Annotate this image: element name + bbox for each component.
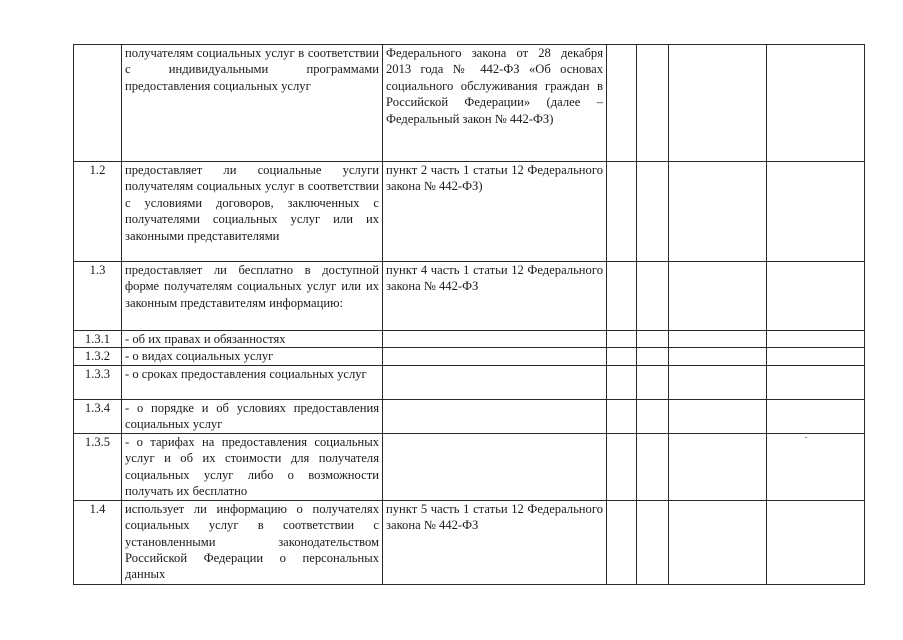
row-number: 1.3.2 [74, 348, 122, 365]
not-applicable-cell[interactable] [669, 399, 767, 433]
answer-yes-cell[interactable] [607, 433, 637, 500]
answer-yes-cell[interactable] [607, 500, 637, 584]
requirement-text: получателям социальных услуг в соответствии с индивидуальными программами предоставления социальных услуг [122, 45, 383, 162]
answer-no-cell[interactable] [637, 45, 669, 162]
note-cell[interactable] [767, 331, 865, 348]
row-number: 1.4 [74, 500, 122, 584]
not-applicable-cell[interactable] [669, 45, 767, 162]
note-cell[interactable] [767, 45, 865, 162]
requirement-text: использует ли информацию о получателях социальных услуг в соответствии с установленными законодательством Российской Федерации о персональных данных [122, 500, 383, 584]
table-row [74, 45, 865, 162]
answer-no-cell[interactable] [637, 500, 669, 584]
legal-reference [383, 331, 607, 348]
legal-reference [383, 348, 607, 365]
answer-no-cell[interactable] [637, 399, 669, 433]
inspection-checklist-table [73, 44, 865, 585]
row-number: 1.3.5 [74, 433, 122, 500]
note-cell[interactable] [767, 433, 865, 500]
requirement-text: - о порядке и об условиях предоставления социальных услуг [122, 399, 383, 433]
note-cell[interactable] [767, 262, 865, 331]
answer-yes-cell[interactable] [607, 348, 637, 365]
row-number [74, 45, 122, 162]
not-applicable-cell[interactable] [669, 348, 767, 365]
answer-no-cell[interactable] [637, 365, 669, 399]
scan-speck [805, 437, 807, 438]
answer-yes-cell[interactable] [607, 262, 637, 331]
legal-reference: Федерального закона от 28 декабря 2013 года № 442-ФЗ «Об основах социального обслуживания граждан в Российской Федерации» (далее – Федеральный закон № 442-ФЗ) [383, 45, 607, 162]
row-number: 1.2 [74, 162, 122, 262]
table-row [74, 348, 865, 365]
not-applicable-cell[interactable] [669, 331, 767, 348]
answer-yes-cell[interactable] [607, 331, 637, 348]
legal-reference [383, 365, 607, 399]
not-applicable-cell[interactable] [669, 162, 767, 262]
requirement-text: - об их правах и обязанностях [122, 331, 383, 348]
answer-yes-cell[interactable] [607, 365, 637, 399]
not-applicable-cell[interactable] [669, 262, 767, 331]
note-cell[interactable] [767, 500, 865, 584]
answer-yes-cell[interactable] [607, 162, 637, 262]
table-row [74, 365, 865, 399]
requirement-text: предоставляет ли социальные услуги получателям социальных услуг в соответствии с условиями договоров, заключенных с получателями социальных услуг или их законными представителями [122, 162, 383, 262]
row-number: 1.3.3 [74, 365, 122, 399]
legal-reference: пункт 5 часть 1 статьи 12 Федерального закона № 442-ФЗ [383, 500, 607, 584]
row-number: 1.3.1 [74, 331, 122, 348]
table-row [74, 331, 865, 348]
answer-no-cell[interactable] [637, 262, 669, 331]
note-cell[interactable] [767, 365, 865, 399]
note-cell[interactable] [767, 162, 865, 262]
requirement-text: - о тарифах на предоставления социальных услуг и об их стоимости для получателя социальных услуг либо о возможности получать их бесплатно [122, 433, 383, 500]
not-applicable-cell[interactable] [669, 500, 767, 584]
table-row [74, 433, 865, 500]
answer-yes-cell[interactable] [607, 399, 637, 433]
note-cell[interactable] [767, 348, 865, 365]
answer-no-cell[interactable] [637, 433, 669, 500]
legal-reference [383, 433, 607, 500]
note-cell[interactable] [767, 399, 865, 433]
answer-no-cell[interactable] [637, 331, 669, 348]
requirement-text: предоставляет ли бесплатно в доступной форме получателям социальных услуг или их законным представителям информацию: [122, 262, 383, 331]
table-row [74, 262, 865, 331]
legal-reference [383, 399, 607, 433]
requirement-text: - о сроках предоставления социальных услуг [122, 365, 383, 399]
requirement-text: - о видах социальных услуг [122, 348, 383, 365]
answer-no-cell[interactable] [637, 348, 669, 365]
row-number: 1.3 [74, 262, 122, 331]
not-applicable-cell[interactable] [669, 433, 767, 500]
legal-reference: пункт 2 часть 1 статьи 12 Федерального закона № 442-ФЗ) [383, 162, 607, 262]
legal-reference: пункт 4 часть 1 статьи 12 Федерального закона № 442-ФЗ [383, 262, 607, 331]
table-row [74, 500, 865, 584]
not-applicable-cell[interactable] [669, 365, 767, 399]
table-row [74, 399, 865, 433]
answer-yes-cell[interactable] [607, 45, 637, 162]
table-row [74, 162, 865, 262]
row-number: 1.3.4 [74, 399, 122, 433]
answer-no-cell[interactable] [637, 162, 669, 262]
